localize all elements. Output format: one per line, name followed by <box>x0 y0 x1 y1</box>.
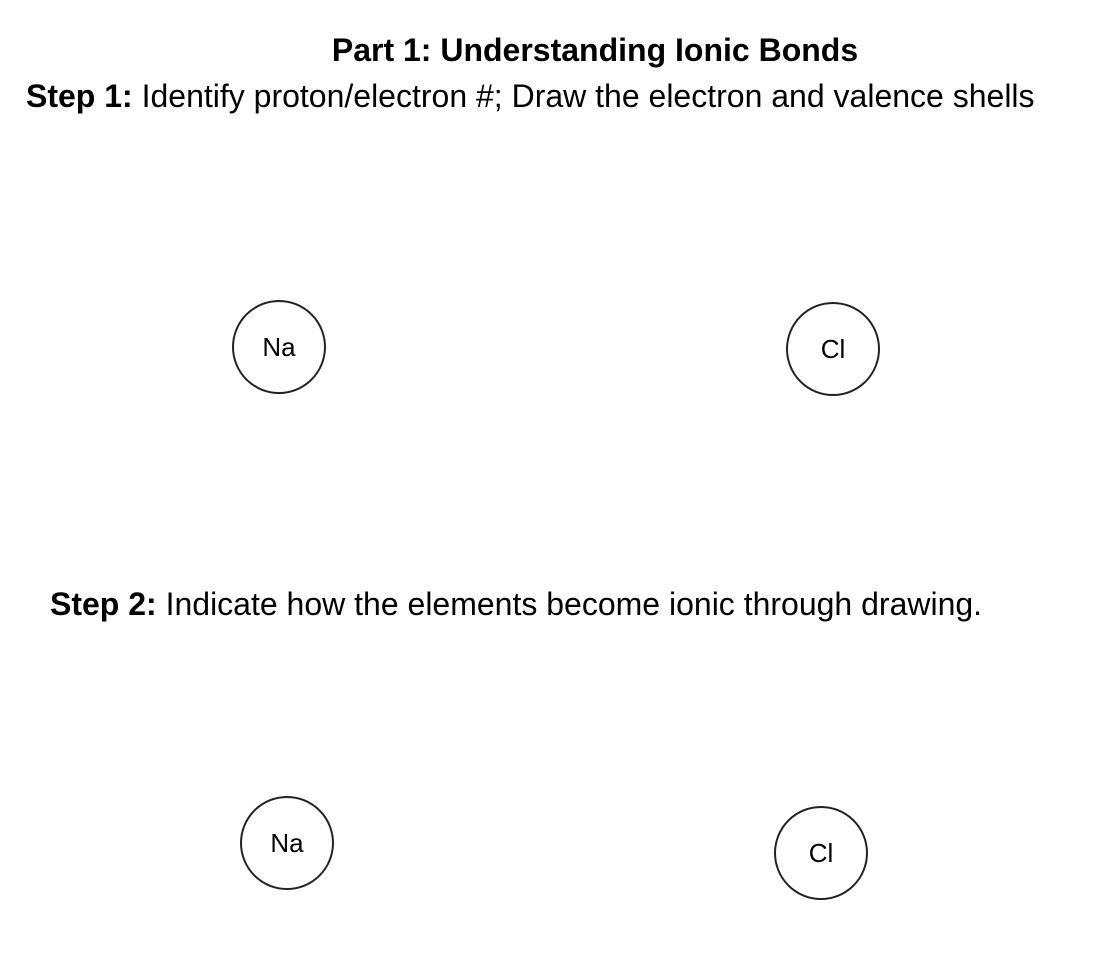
step-1-text: Identify proton/electron #; Draw the electron and valence shells <box>132 78 1035 114</box>
chlorine-symbol: Cl <box>820 333 846 364</box>
step-1-label: Step 1: <box>26 78 133 114</box>
chloride-ion-circle <box>774 806 868 900</box>
sodium-symbol: Na <box>270 827 304 858</box>
step-2-text: Indicate how the elements become ionic through drawing. <box>156 586 983 622</box>
sodium-symbol: Na <box>262 331 296 362</box>
sodium-atom-circle <box>232 300 326 394</box>
step-1-instruction <box>26 76 1035 116</box>
chlorine-symbol: Cl <box>808 837 834 868</box>
sodium-ion-circle <box>240 796 334 890</box>
page-title: Part 1: Understanding Ionic Bonds <box>331 32 859 68</box>
chlorine-atom-circle <box>786 302 880 396</box>
step-2-instruction <box>50 584 982 624</box>
step-2-label: Step 2: <box>50 586 157 622</box>
